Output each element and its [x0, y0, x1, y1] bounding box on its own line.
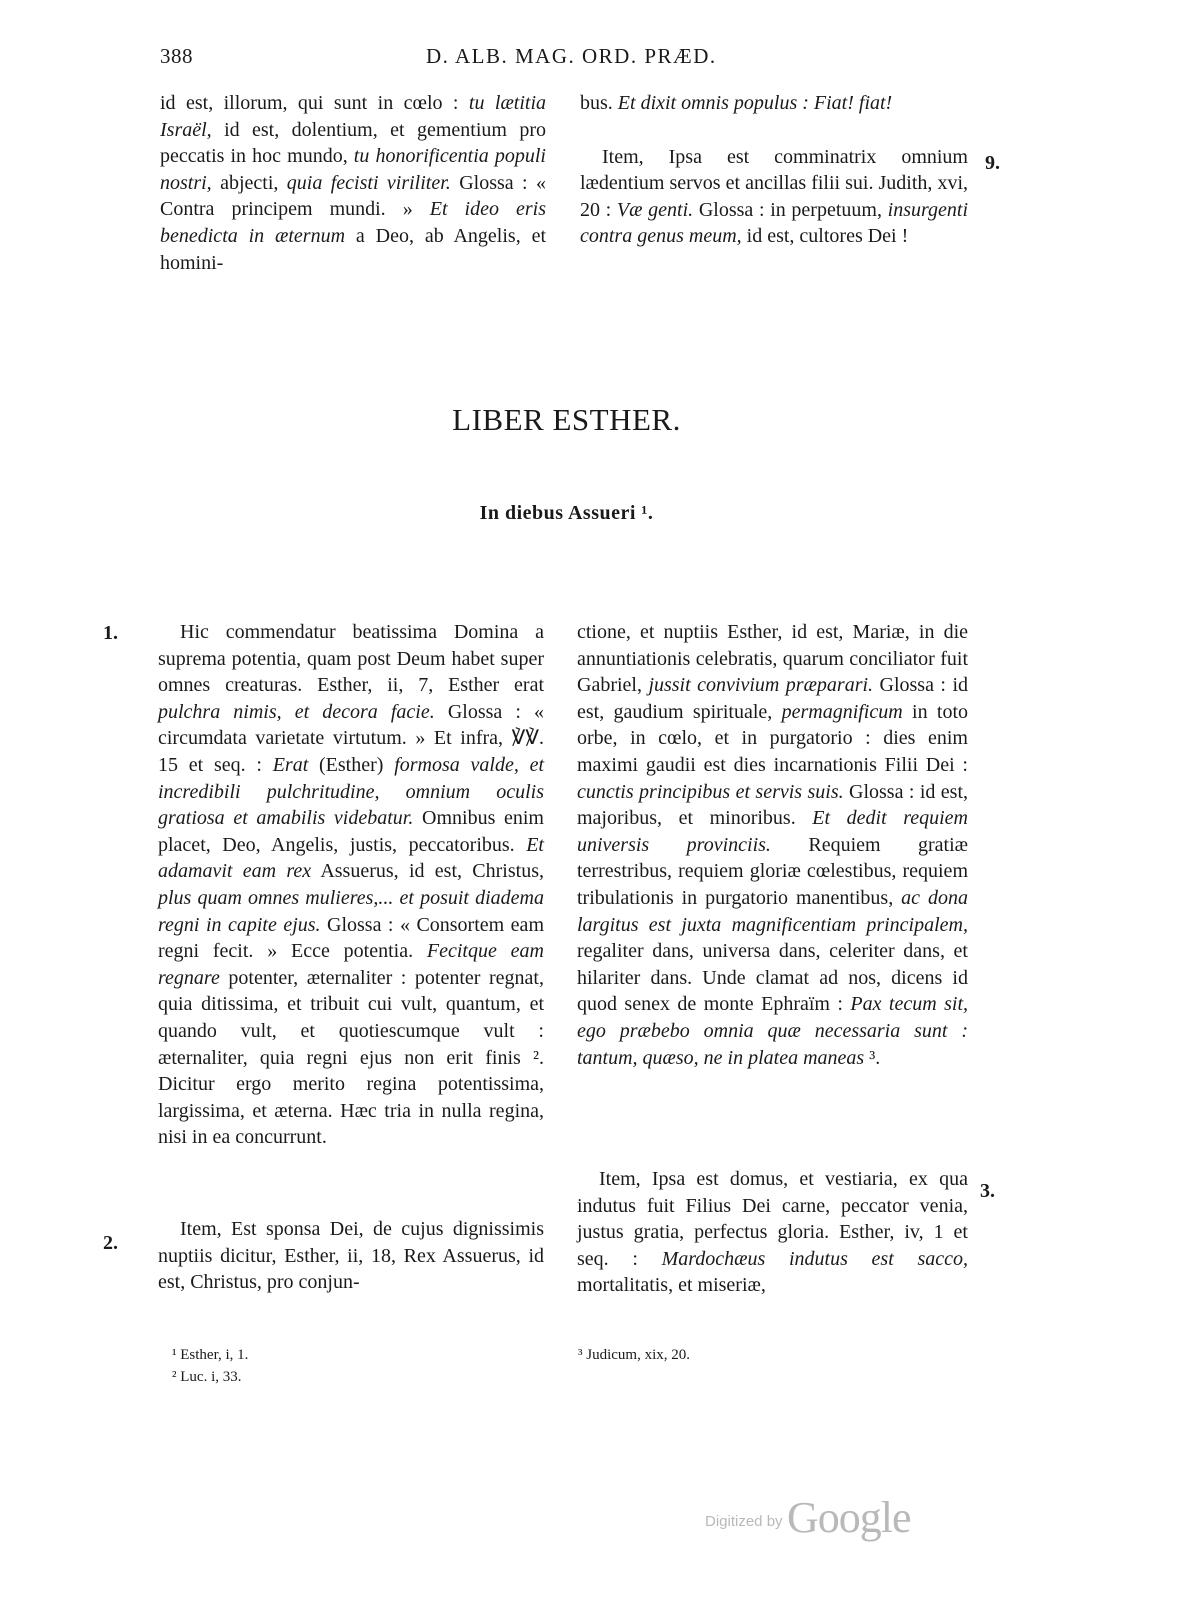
digitized-watermark — [705, 1492, 911, 1543]
footnotes-right — [578, 1344, 690, 1366]
paragraph: id est, illorum, qui sunt in cœlo : tu lætitia Israël, id est, dolentium, et gementium pro peccatis in hoc mundo, tu honorificentia populi nostri, abjecti, quia fecisti viriliter. Glossa : « Contra principem mundi. » Et ideo eris benedicta in æternum a Deo, ab Angelis, et homini- — [160, 92, 547, 274]
section-number-9: 9. — [985, 152, 1000, 174]
watermark-prefix: Digitized by — [705, 1513, 783, 1530]
paragraph: Hic commendatur beatissima Domina a suprema potentia, quam post Deum habet super omnes creaturas. Esther, ii, 7, Esther erat pulchra nimis, et decora facie. Glossa : « circumdata varietate virtutum. » Et infra, ℣℣. 15 et seq. : Erat (Esther) formosa valde, et incredibili pulchritudine, omnium oculis gratiosa et amabilis videbatur. Omnibus enim placet, Deo, Angelis, justis, peccatoribus. Et adamavit eam rex Assuerus, id est, Christus, plus quam omnes mulieres,... et posuit diadema regni in capite ejus. Glossa : « Consortem eam regni fecit. » Ecce potentia. Fecitque eam regnare potenter, æternaliter : potenter regnat, quia ditissima, et tribuit cui vult, quantum, et quando vult, et quotiescumque vult : æternaliter, quia regni ejus non erit finis ². Dicitur ergo merito regina potentissima, largissima, et æterna. Hæc tria in nulla regina, nisi in ea concurrunt. — [158, 621, 545, 1149]
book-title: LIBER ESTHER. — [452, 402, 681, 437]
paragraph: Item, Ipsa est domus, et vestiaria, ex qua indutus fuit Filius Dei carne, peccator venia, justus gratia, perfectus gloria. Esther, iv, 1 et seq. : Mardochæus indutus est sacco, mortalitatis, et miseriæ, — [577, 1168, 968, 1297]
section-number-2: 2. — [103, 1232, 118, 1254]
page-number: 388 — [160, 44, 193, 68]
section-number-1: 1. — [103, 622, 118, 644]
paragraph: Item, Ipsa est comminatrix omnium lædentium servos et ancillas filii sui. Judith, xvi, 20 : Væ genti. Glossa : in perpetuum, insurgenti contra genus meum, id est, cultores Dei ! — [580, 145, 969, 248]
footnote: ¹ Esther, i, 1. — [172, 1347, 249, 1363]
body-right-column-2 — [577, 1166, 968, 1299]
footnote: ³ Judicum, xix, 20. — [578, 1347, 690, 1363]
google-logo: Google — [787, 1493, 911, 1542]
top-left-column — [160, 90, 546, 276]
chapter-subtitle: In diebus Assueri ¹. — [479, 502, 654, 524]
paragraph: ctione, et nuptiis Esther, id est, Mariæ, in die annuntiationis celebratis, quarum conciliator fuit Gabriel, jussit convivium præparari. Glossa : id est, gaudium spirituale, permagnificum in toto orbe, in cœlo, et in purgatorio : dies enim maximi gaudii est dies incarnationis Filii Dei : cunctis principibus et servis suis. Glossa : id est, majoribus, et minoribus. Et dedit requiem universis provinciis. Requiem gratiæ terrestribus, requiem gloriæ cœlestibus, requiem tribulationis in purgatorio manentibus, ac dona largitus est juxta magnificentiam principalem, regaliter dans, universa dans, celeriter dans, et hilariter dans. Unde clamat ad nos, dicens id quod senex de monte Ephraïm : Pax tecum sit, ego præbebo omnia quæ necessaria sunt : tantum, quæso, ne in platea maneas ³. — [577, 621, 969, 1069]
paragraph: Item, Est sponsa Dei, de cujus dignissimis nuptiis dicitur, Esther, ii, 18, Rex Assuerus, id est, Christus, pro conjun- — [158, 1218, 544, 1294]
footnote: ² Luc. i, 33. — [172, 1369, 242, 1385]
section-number-3: 3. — [980, 1180, 995, 1202]
body-left-column — [158, 619, 544, 1151]
top-right-column — [580, 90, 968, 250]
body-right-column — [577, 619, 968, 1071]
paragraph: bus. Et dixit omnis populus : Fiat! fiat! — [580, 92, 893, 114]
body-left-column-2 — [158, 1216, 544, 1296]
running-head: D. ALB. MAG. ORD. PRÆD. — [426, 44, 717, 68]
footnotes-left — [172, 1344, 248, 1388]
